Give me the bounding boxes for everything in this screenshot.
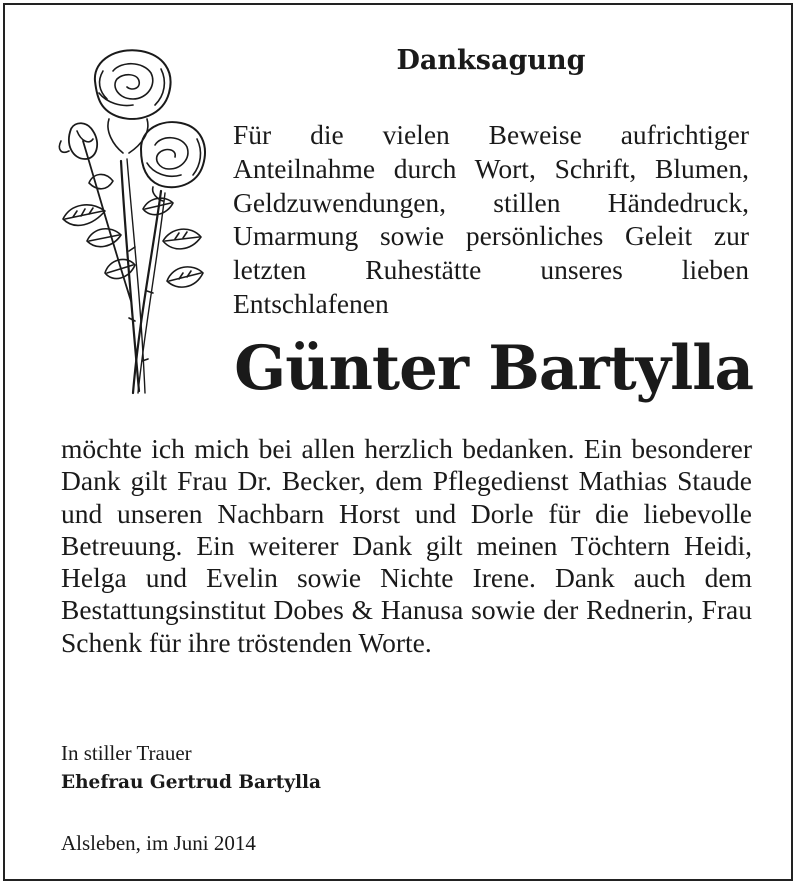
deceased-name: Günter Bartylla xyxy=(234,333,753,404)
obituary-frame xyxy=(3,3,793,881)
intro-paragraph: Für die vielen Beweise aufrichtiger Anteilnahme durch Wort, Schrift, Blumen, Geldzuwendungen, stillen Händedruck, Umarmung sowie persönliches Geleit zur letzten Ruhestätte unseres lieben Entschlafenen xyxy=(233,119,749,319)
place-date: Alsleben, im Juni 2014 xyxy=(61,831,256,855)
thanks-paragraph: möchte ich mich bei allen herzlich bedanken. Ein besonderer Dank gilt Frau Dr. Becker, dem Pflegedienst Mathias Staude und unseren Nachbarn Horst und Dorle für die liebevolle Betreuung. Ein weiterer Dank gilt meinen Töchtern Heidi, Helga und Evelin sowie Nichte Irene. Dank auch dem Bestattungsinstitut Dobes & Hanusa sowie der Rednerin, Frau Schenk für ihre tröstenden Worte. xyxy=(61,433,752,658)
mourning-line: In stiller Trauer xyxy=(61,741,192,765)
notice-title: Danksagung xyxy=(396,45,586,76)
signer-name: Ehefrau Gertrud Bartylla xyxy=(61,772,322,793)
roses-illustration-icon xyxy=(43,41,213,401)
